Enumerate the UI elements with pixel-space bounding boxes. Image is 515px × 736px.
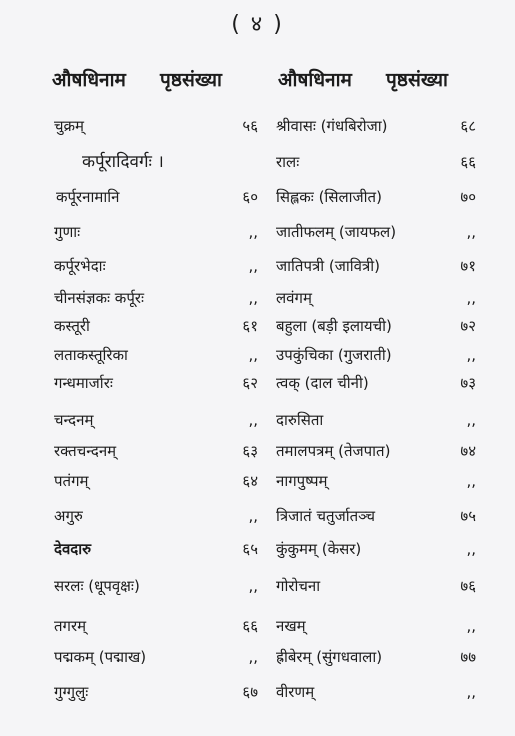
right-item-page: ६६ — [460, 153, 476, 171]
right-item-name: दारुसिता — [276, 411, 324, 429]
left-item-page: ६४ — [242, 472, 258, 490]
header-right-name: औषधिनाम — [278, 69, 352, 91]
left-item-page: ,, — [248, 289, 258, 307]
left-item-name: रक्तचन्दनम् — [54, 442, 117, 460]
left-item-name: चन्दनम् — [54, 411, 94, 429]
right-item-name: श्रीवासः (गंधबिरोजा) — [276, 117, 388, 135]
left-item-page: ६२ — [242, 374, 258, 392]
header-right-page: पृष्ठसंख्या — [386, 69, 448, 91]
left-item-name: देवदारु — [54, 540, 92, 558]
left-item-name: गुग्गुलुः — [54, 683, 89, 701]
left-item-page: ५६ — [242, 117, 258, 135]
left-item-name: गन्धमार्जारः — [54, 374, 113, 392]
right-item-page: ,, — [466, 411, 476, 429]
right-item-page: ७० — [460, 188, 476, 206]
right-item-page: ७३ — [460, 374, 476, 392]
left-item-page: ,, — [248, 223, 258, 241]
left-item-page: ,, — [248, 257, 258, 275]
right-item-page: ७४ — [460, 442, 476, 460]
right-item-page: ,, — [466, 346, 476, 364]
right-item-page: ७१ — [460, 257, 476, 275]
right-item-name: जातीफलम् (जायफल) — [276, 223, 397, 241]
right-item-page: ,, — [466, 289, 476, 307]
left-item-name: तगरम् — [54, 617, 87, 635]
left-item-page: ,, — [248, 411, 258, 429]
right-item-page: ७५ — [460, 507, 476, 525]
right-item-page: ,, — [466, 617, 476, 635]
right-item-name: सिह्लकः (सिलाजीत) — [276, 188, 382, 206]
right-item-name: कुंकुमम् (केसर) — [276, 540, 362, 558]
left-item-page: ,, — [248, 507, 258, 525]
left-item-name: सरलः (धूपवृक्षः) — [54, 577, 140, 595]
right-item-name: रालः — [276, 153, 300, 171]
right-item-page: ,, — [466, 540, 476, 558]
left-item-name: लताकस्तूरिका — [54, 346, 128, 364]
right-item-page: ,, — [466, 472, 476, 490]
right-item-name: ह्रीबेरम् (सुंगधवाला) — [276, 648, 383, 666]
left-item-name: कर्पूरभेदाः — [54, 257, 106, 275]
left-item-name: गुणाः — [54, 223, 81, 241]
right-item-name: उपकुंचिका (गुजराती) — [276, 346, 392, 364]
left-item-page: ६३ — [242, 442, 258, 460]
right-item-name: नखम् — [276, 617, 306, 635]
right-item-page: ,, — [466, 683, 476, 701]
right-item-page: ७६ — [460, 577, 476, 595]
left-item-page: ६७ — [242, 683, 258, 701]
right-item-name: त्वक् (दाल चीनी) — [276, 374, 369, 392]
left-item-page: ,, — [248, 346, 258, 364]
left-item-name: कस्तूरी — [54, 317, 90, 335]
left-item-name: कर्पूरादिवर्गः । — [82, 152, 164, 172]
right-item-name: त्रिजातं चतुर्जातञ्च — [276, 507, 375, 525]
left-item-page: ६१ — [242, 317, 258, 335]
left-item-page: ६० — [242, 188, 258, 206]
right-item-name: गोरोचना — [276, 577, 321, 595]
left-item-name: पद्मकम् (पद्माख) — [54, 648, 147, 666]
right-item-page: ७७ — [460, 648, 476, 666]
right-item-name: लवंगम् — [276, 289, 312, 307]
right-item-name: वीरणम् — [276, 683, 315, 701]
left-item-name: कर्पूरनामानि — [56, 188, 120, 206]
page-number: ( ४ ) — [231, 12, 284, 37]
left-item-page: ६५ — [242, 540, 258, 558]
right-item-name: बहुला (बड़ी इलायची) — [276, 317, 392, 335]
right-item-name: जातिपत्री (जावित्री) — [276, 257, 381, 275]
left-item-page: ,, — [248, 577, 258, 595]
right-item-page: ,, — [466, 223, 476, 241]
right-item-page: ६८ — [460, 117, 476, 135]
right-item-page: ७२ — [460, 317, 476, 335]
left-item-page: ६६ — [242, 617, 258, 635]
header-left-name: औषधिनाम — [52, 69, 126, 91]
left-item-page: ,, — [248, 648, 258, 666]
left-item-name: अगुरु — [54, 507, 83, 525]
header-left-page: पृष्ठसंख्या — [160, 69, 222, 91]
left-item-name: चुक्रम् — [54, 117, 85, 135]
right-item-name: तमालपत्रम् (तेजपात) — [276, 442, 391, 460]
right-item-name: नागपुष्पम् — [276, 472, 328, 490]
left-item-name: पतंगम् — [54, 472, 89, 490]
left-item-name: चीनसंज्ञकः कर्पूरः — [54, 289, 145, 307]
